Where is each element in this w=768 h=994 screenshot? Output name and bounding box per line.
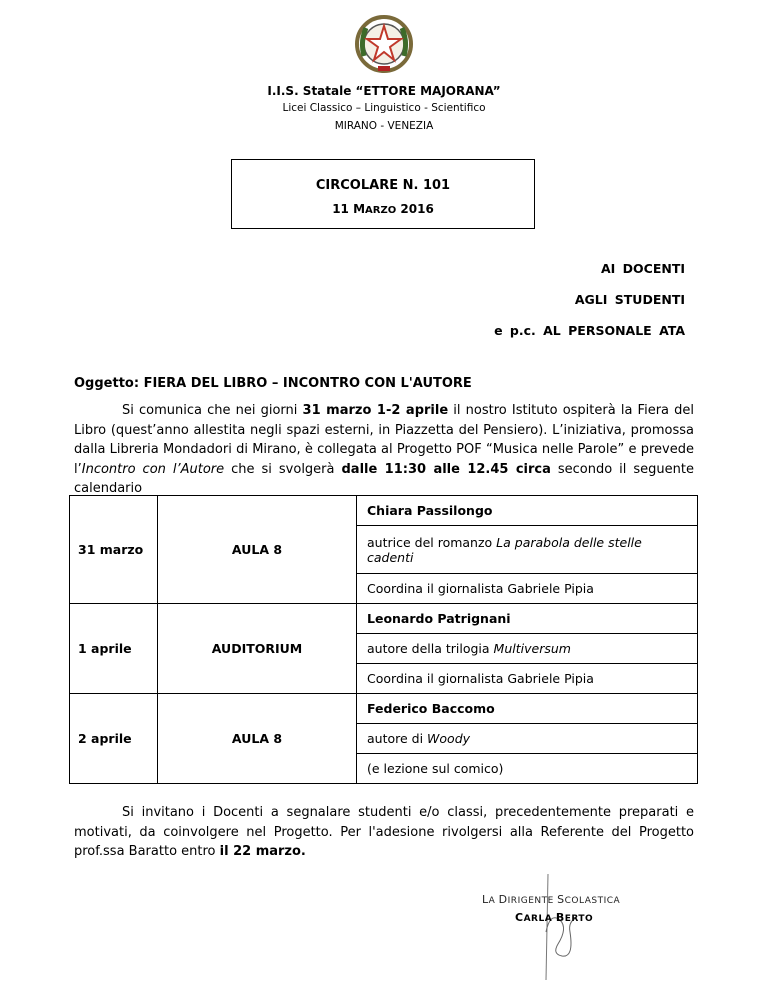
event-room: AULA 8	[158, 496, 357, 604]
event-description: autore di Woody	[357, 724, 698, 754]
handwritten-signature-icon	[530, 872, 600, 982]
circular-box	[231, 159, 535, 229]
table-row	[70, 604, 698, 634]
republic-emblem-icon	[352, 12, 416, 76]
closing-paragraph: Si invitano i Docenti a segnalare studenti e/o classi, precedentemente preparati e motivati, da coinvolgere nel Progetto. Per l'adesione rivolgersi alla Referente del Progetto prof.ssa Baratto entro il 22 marzo.	[74, 805, 694, 859]
event-description: autrice del romanzo La parabola delle stelle cadenti	[357, 526, 698, 574]
event-date: 31 marzo	[70, 496, 158, 604]
event-date: 1 aprile	[70, 604, 158, 694]
event-guest: Federico Baccomo	[357, 694, 698, 724]
signature-name: CARLA BERTO	[515, 911, 594, 924]
event-note: Coordina il giornalista Gabriele Pipia	[357, 664, 698, 694]
calendar-table	[69, 495, 698, 784]
event-description: autore della trilogia Multiversum	[357, 634, 698, 664]
circular-number: CIRCOLARE N. 101	[315, 178, 451, 193]
event-guest: Leonardo Patrignani	[357, 604, 698, 634]
intro-paragraph: Si comunica che nei giorni 31 marzo 1-2 aprile il nostro Istituto ospiterà la Fiera del Libro (quest’anno allestita negli spazi esterni, in Piazzetta del Pensiero). L’iniziativa, promossa dalla Libreria Mondadori di Mirano, è collegata al Progetto POF “Musica nelle Parole” e prevede l’Incontro con l’Autore che si svolgerà dalle 11:30 alle 12.45 circa secondo il seguente calendario	[74, 403, 694, 496]
recipient-students: AGLI STUDENTI	[574, 292, 685, 307]
table-row	[70, 694, 698, 724]
event-room: AUDITORIUM	[158, 604, 357, 694]
event-room: AULA 8	[158, 694, 357, 784]
signature-title: LA DIRIGENTE SCOLASTICA	[482, 893, 621, 906]
circular-date: 11 MARZO 2016	[332, 202, 434, 216]
institute-name: I.I.S. Statale “ETTORE MAJORANA”	[267, 84, 501, 98]
recipient-staff: e p.c. AL PERSONALE ATA	[494, 323, 685, 338]
event-note: (e lezione sul comico)	[357, 754, 698, 784]
event-date: 2 aprile	[70, 694, 158, 784]
event-guest: Chiara Passilongo	[357, 496, 698, 526]
institute-schools: Licei Classico – Linguistico - Scientifico	[282, 102, 486, 114]
recipient-teachers: AI DOCENTI	[600, 261, 685, 276]
subject-line: Oggetto: FIERA DEL LIBRO – INCONTRO CON L'AUTORE	[74, 376, 472, 391]
table-row	[70, 496, 698, 526]
institute-city: MIRANO - VENEZIA	[334, 120, 434, 132]
event-note: Coordina il giornalista Gabriele Pipia	[357, 574, 698, 604]
